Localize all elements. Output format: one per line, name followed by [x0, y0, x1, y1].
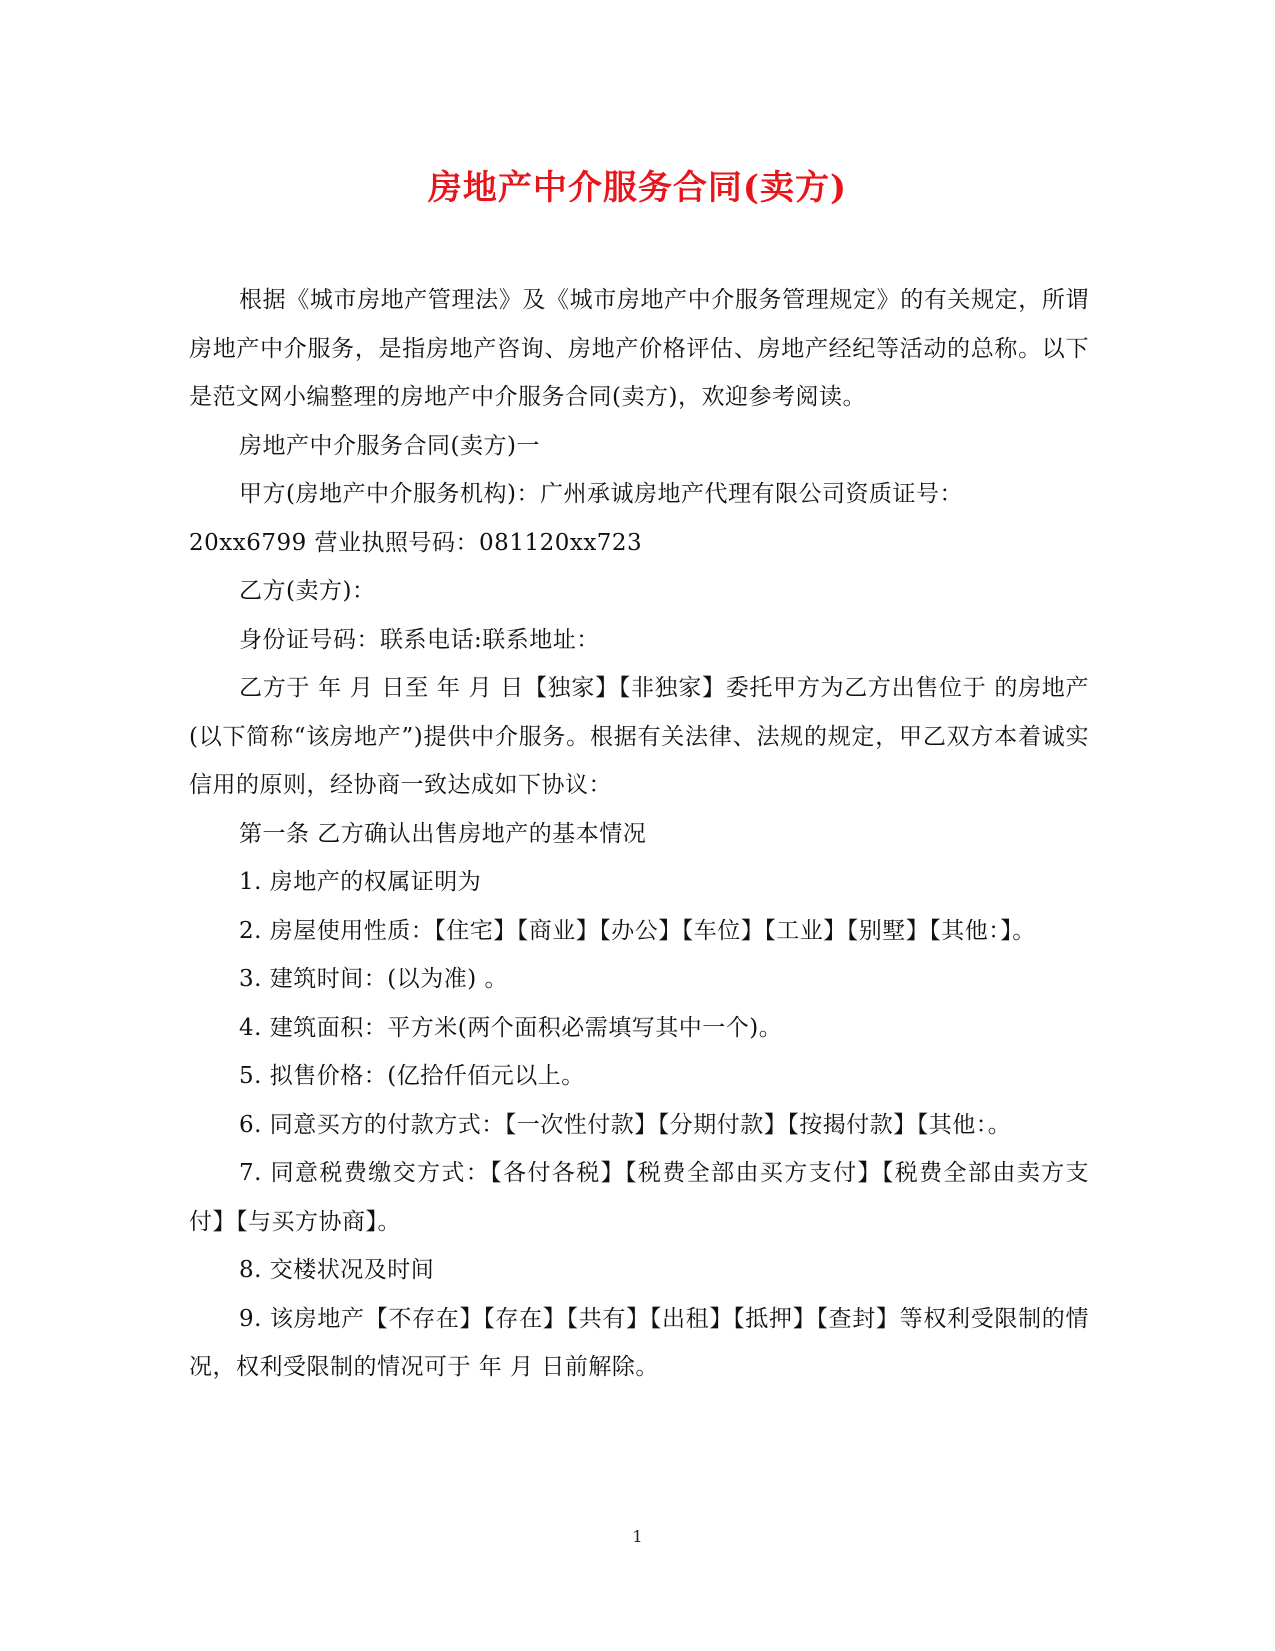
paragraph-contract-heading: 房地产中介服务合同(卖方)一 — [239, 432, 540, 459]
paragraph-item-4: 4. 建筑面积：平方米(两个面积必需填写其中一个)。 — [239, 1014, 783, 1041]
paragraph-item-7: 7. 同意税费缴交方式：【各付各税】【税费全部由买方支付】【税费全部由卖方支付】【与买方协商】。 — [189, 1160, 1089, 1235]
document-body — [189, 276, 1089, 1392]
document-title: 房地产中介服务合同(卖方) — [427, 168, 848, 208]
paragraph-article-one: 第一条 乙方确认出售房地产的基本情况 — [239, 820, 647, 847]
paragraph-id-contact: 身份证号码：联系电话:联系地址： — [239, 626, 600, 653]
paragraph-item-6: 6. 同意买方的付款方式：【一次性付款】【分期付款】【按揭付款】【其他：。 — [239, 1111, 1012, 1138]
paragraph-item-3: 3. 建筑时间：(以为准) 。 — [239, 966, 509, 992]
paragraph-item-8: 8. 交楼状况及时间 — [239, 1257, 435, 1283]
paragraph-item-9: 9. 该房地产【不存在】【存在】【共有】【出租】【抵押】【查封】等权利受限制的情况，权利受限制的情况可于 年 月 日前解除。 — [189, 1305, 1089, 1380]
paragraph-entrustment: 乙方于 年 月 日至 年 月 日【独家】【非独家】委托甲方为乙方出售位于 的房地产(以下简称“该房地产”)提供中介服务。根据有关法律、法规的规定，甲乙双方本着诚实信用的原则，经协商一致达成如下协议： — [189, 675, 1089, 798]
paragraph-party-a: 甲方(房地产中介服务机构)：广州承诚房地产代理有限公司资质证号： — [239, 481, 963, 507]
paragraph-item-1: 1. 房地产的权属证明为 — [239, 869, 482, 895]
page-number: 1 — [632, 1527, 643, 1546]
paragraph-license-numbers: 20xx6799 营业执照号码：081120xx723 — [189, 529, 643, 556]
paragraph-intro: 根据《城市房地产管理法》及《城市房地产中介服务管理规定》的有关规定，所谓房地产中介服务，是指房地产咨询、房地产价格评估、房地产经纪等活动的总称。以下是范文网小编整理的房地产中介服务合同(卖方)，欢迎参考阅读。 — [189, 287, 1089, 410]
paragraph-item-2: 2. 房屋使用性质：【住宅】【商业】【办公】【车位】【工业】【别墅】【其他：】。 — [239, 917, 1036, 944]
paragraph-item-5: 5. 拟售价格：(亿拾仟佰元以上。 — [239, 1063, 585, 1089]
paragraph-party-b: 乙方(卖方)： — [239, 578, 376, 604]
